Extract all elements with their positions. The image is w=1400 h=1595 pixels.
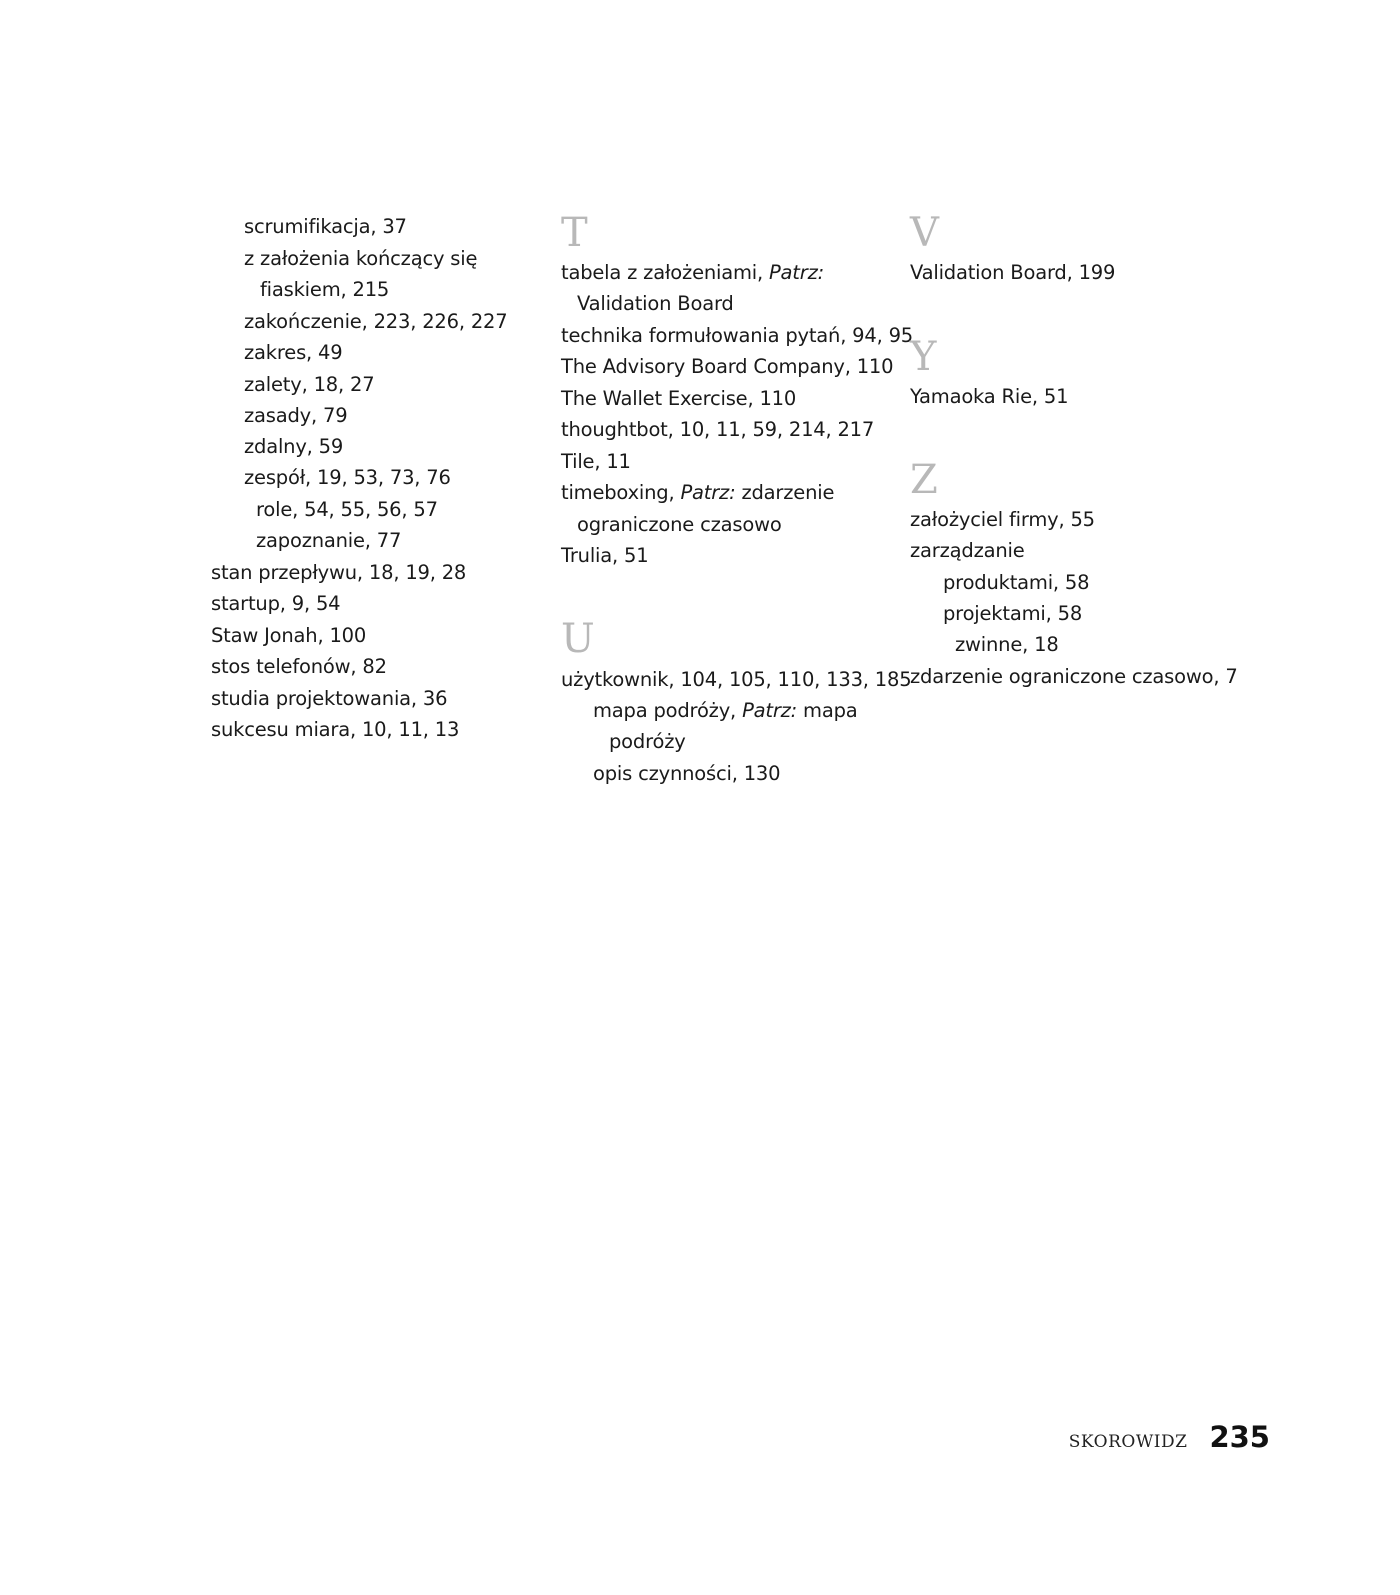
index-subentry: role, 54, 55, 56, 57 [256,498,438,521]
index-entry: Validation Board, 199 [910,261,1116,284]
index-entry: użytkownik, 104, 105, 110, 133, 185 [561,668,912,691]
index-entry: Yamaoka Rie, 51 [910,385,1069,408]
index-entry: stan przepływu, 18, 19, 28 [211,561,467,584]
index-entry: startup, 9, 54 [211,592,341,615]
index-entry [561,263,824,283]
index-entry: Tile, 11 [561,450,631,473]
index-entry: założyciel firmy, 55 [910,508,1095,531]
index-entry: zespół, 19, 53, 73, 76 [244,466,451,489]
index-subentry: opis czynności, 130 [593,762,781,785]
index-entry: The Advisory Board Company, 110 [561,355,894,378]
entry-text: mapa [797,699,858,722]
section-letter-y: Y [910,334,937,380]
index-entry-continuation: podróży [609,730,686,753]
index-entry: sukcesu miara, 10, 11, 13 [211,718,460,741]
index-entry-continuation: Validation Board [577,292,734,315]
index-entry: zdalny, 59 [244,435,344,458]
index-entry: scrumifikacja, 37 [244,215,407,238]
cross-reference: Patrz: [742,699,798,722]
section-name: SKOROWIDZ [1068,1432,1188,1452]
index-entry [561,483,834,503]
page-number: 235 [1209,1420,1270,1454]
section-letter-z: Z [910,457,938,503]
index-subentry [593,701,858,721]
index-entry: z założenia kończący się [244,247,478,270]
index-subentry: produktami, 58 [943,571,1090,594]
index-subentry: zwinne, 18 [955,633,1059,656]
index-entry: The Wallet Exercise, 110 [561,387,797,410]
index-entry: thoughtbot, 10, 11, 59, 214, 217 [561,418,875,441]
index-entry: zdarzenie ograniczone czasowo, 7 [910,665,1238,688]
index-entry: zarządzanie [910,539,1025,562]
cross-reference: Patrz: [680,481,736,504]
entry-text: zdarzenie [735,481,835,504]
section-letter-v: V [910,210,939,256]
index-entry: zasady, 79 [244,404,348,427]
index-entry: Staw Jonah, 100 [211,624,367,647]
index-subentry: projektami, 58 [943,602,1083,625]
index-entry: zakres, 49 [244,341,343,364]
index-subentry: zapoznanie, 77 [256,529,402,552]
index-entry: Trulia, 51 [561,544,649,567]
index-entry: zalety, 18, 27 [244,373,375,396]
index-entry: studia projektowania, 36 [211,687,448,710]
entry-text: mapa podróży, [593,699,743,722]
section-letter-t: T [561,210,588,256]
index-entry: stos telefonów, 82 [211,655,387,678]
entry-text: timeboxing, [561,481,681,504]
index-entry: zakończenie, 223, 226, 227 [244,310,508,333]
section-letter-u: U [561,616,595,662]
entry-text: tabela z założeniami, [561,261,769,284]
cross-reference: Patrz: [769,261,824,284]
index-entry-continuation: fiaskiem, 215 [260,278,390,301]
page-footer [1069,1420,1270,1454]
index-entry: technika formułowania pytań, 94, 95 [561,324,914,347]
index-entry-continuation: ograniczone czasowo [577,513,782,536]
